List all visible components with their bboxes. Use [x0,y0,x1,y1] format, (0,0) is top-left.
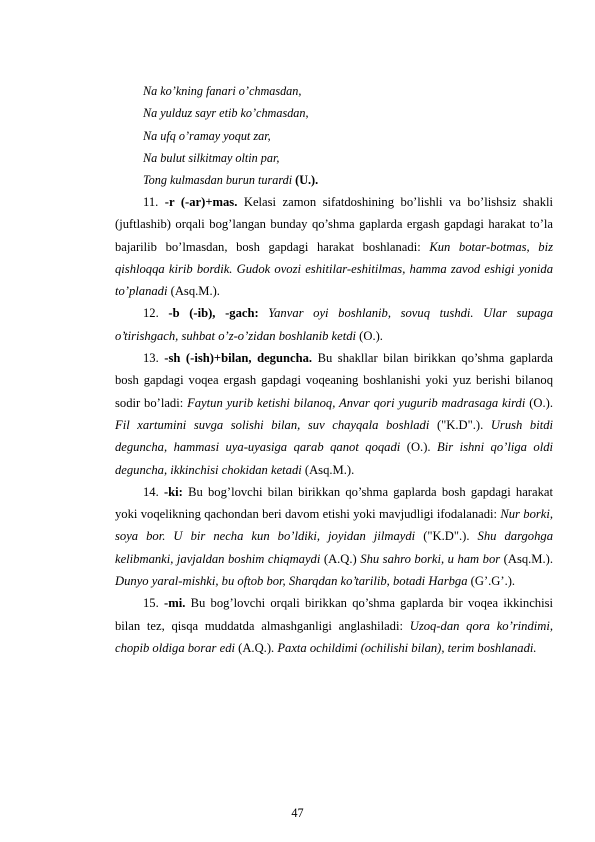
explanation: Bu shakllar bilan birikkan qo’shma gaplarda bosh gapdagi voqea ergash gapdagi voqeaning boshlanishi yoki yuz berishi bilanoq sodir bo’ladi: [115,351,553,410]
example-source: ("K.D".). [429,417,491,432]
example-source: (Asq.M.). [167,284,220,299]
example-text: Faytun yurib ketishi bilanoq, Anvar qori yugurib madrasaga kirdi [187,395,526,410]
explanation: Kelasi zamon sifatdoshining bo’lishli va bo’lishsiz shakli (juftlashib) orqali bog’langan bunday qo’shma gaplarda ergash gapdagi harakat to’la bajarilib bo’lmasdan, bosh gapdagi harakat boshlanadi: [115,195,553,254]
example-text: Shu sahro borki, u ham bor [360,551,501,566]
example-text: Yanvar oyi boshlanib, sovuq tushdi. Ular supaga o’tirishgach, suhbat o’z-o’zidan boshlanib ketdi [115,306,553,343]
poem-line: Na ufq o’ramay yoqut zar, [143,128,271,143]
example-text: Urush bitdi deguncha, hammasi uya-uyasiga qarab qanot qoqadi [115,417,553,455]
poem-line: Na yulduz sayr etib ko’chmasdan, [143,106,309,121]
example-text: Shu dargohga kelibmanki, javjaldan boshim chiqmaydi [115,529,553,566]
example-source: (A.Q.). [235,640,278,655]
example-text: Bir ishni qo’liga oldi deguncha, ikkinchisi chokidan ketadi [115,440,553,477]
explanation: Bu bog’lovchi orqali birikkan qo’shma gaplarda bir voqea ikkinchisi bilan tez, qisqa muddatda almashganligi anglashiladi: [115,596,554,633]
example-source: ("K.D".). [415,529,478,544]
suffix-term: -r (-ar)+mas. [164,195,238,209]
example-text: Dunyo yaral-mishki, bu oftob bor, Sharqdan ko’tarilib, botadi Harbga [115,574,468,589]
page-number: 47 [291,806,304,820]
example-source: (G’.G’.). [467,574,516,589]
example-source: (Asq.M.). [301,462,355,477]
poem-line: Na ko’kning fanari o’chmasdan, [143,84,302,98]
poem-line [143,169,543,191]
example-text: Kun botar-botmas, biz qishloqqa kirib bordik. Gudok ovozi eshitilar-eshitilmas, hamma zavod eshigi yonida to’planadi [115,239,553,299]
example-text: Uzoq-dan qora ko’rindimi, chopib oldiga borar edi [115,618,554,655]
example-source: (A.Q.) [320,551,361,566]
example-source: (Asq.M.). [500,551,553,566]
example-text: Nur borki, soya bor. U bir necha kun bo’ldiki, joyidan jilmaydi [115,507,554,544]
item-number: 14. [143,484,159,499]
suffix-term: -ki: [163,484,183,499]
suffix-term: -sh (-ish)+bilan, deguncha. [164,351,313,366]
item-number: 15. [143,596,159,611]
poem-quote [143,80,543,191]
paragraph-12 [115,302,553,347]
example-text: Paxta ochildimi (ochilishi bilan), terim boshlanadi. [277,640,537,655]
example-source: (O.). [356,328,383,343]
item-number: 13. [143,351,159,366]
body-text [115,191,553,659]
poem-line-text: Tong kulmasdan burun turardi [143,173,293,188]
poem-line: Na bulut silkitmay oltin par, [143,150,280,165]
paragraph-11 [115,191,553,302]
poem-source: (U.). [295,173,319,188]
explanation: Bu bog’lovchi bilan birikkan qo’shma gaplarda bosh gapdagi harakat yoki voqelikning qachondan beri davom etishi yoki mavjudligi ifodalanadi: [115,484,553,522]
item-number: 12. [143,306,159,321]
example-text: Fil xartumini suvga solishi bilan, suv chayqala boshladi [115,417,430,432]
example-source: (O.). [400,440,438,455]
item-number: 11. [143,195,159,209]
paragraph-14 [115,481,553,592]
suffix-term: -b (-ib), -gach: [168,306,259,321]
example-source: (O.). [525,395,553,410]
paragraph-13 [115,347,553,481]
paragraph-15 [115,592,553,659]
suffix-term: -mi. [164,596,186,611]
